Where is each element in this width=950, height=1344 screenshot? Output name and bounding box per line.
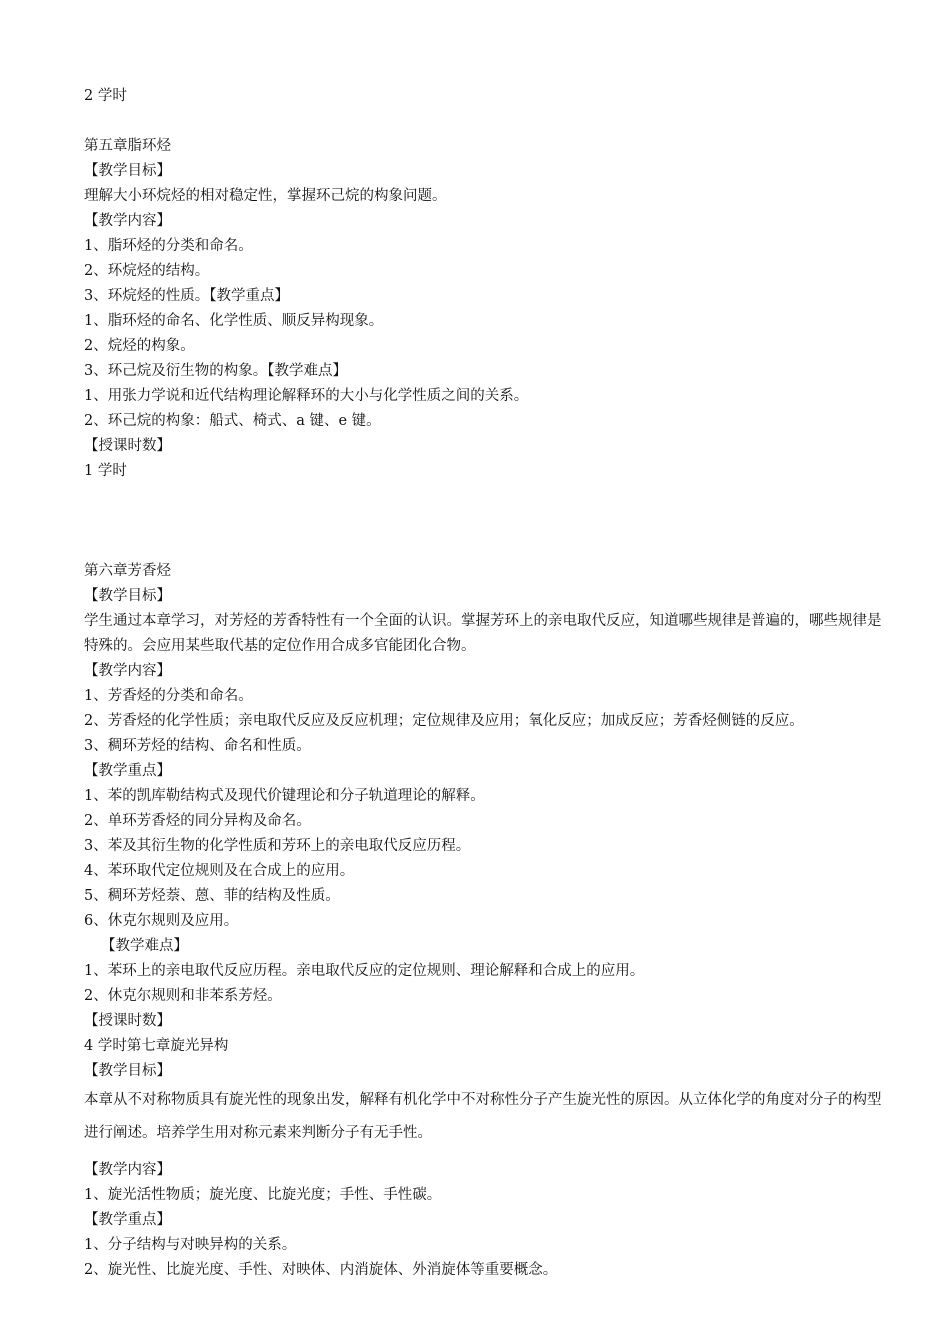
ch7-content-item-1: 1、旋光活性物质；旋光度、比旋光度；手性、手性碳。 — [84, 1187, 442, 1203]
ch5-content-item-2: 2、环烷烃的结构。 — [84, 263, 210, 279]
ch5-content-item-3: 3、环烷烃的性质。【教学重点】 — [84, 288, 289, 304]
ch7-key-heading: 【教学重点】 — [84, 1212, 171, 1228]
ch6-key-item-6: 6、休克尔规则及应用。 — [84, 913, 239, 929]
ch7-goal-heading: 【教学目标】 — [84, 1063, 171, 1079]
prev-chapter-hours: 2 学时 — [84, 88, 127, 104]
ch5-hours-heading: 【授课时数】 — [84, 438, 171, 454]
ch6-key-item-5: 5、稠环芳烃萘、蒽、菲的结构及性质。 — [84, 888, 340, 904]
ch7-key-item-2: 2、旋光性、比旋光度、手性、对映体、内消旋体、外消旋体等重要概念。 — [84, 1262, 558, 1278]
ch6-key-heading: 【教学重点】 — [84, 763, 171, 779]
ch5-content-heading: 【教学内容】 — [84, 213, 171, 229]
ch6-key-item-3: 3、苯及其衍生物的化学性质和芳环上的亲电取代反应历程。 — [84, 838, 471, 854]
ch6-hours-and-chapter-7-title: 4 学时第七章旋光异构 — [84, 1038, 229, 1054]
ch7-content-heading: 【教学内容】 — [84, 1162, 171, 1178]
ch6-goal-heading: 【教学目标】 — [84, 588, 171, 604]
ch6-content-item-3: 3、稠环芳烃的结构、命名和性质。 — [84, 738, 311, 754]
ch5-key-item-3: 3、环己烷及衍生物的构象。【教学难点】 — [84, 363, 347, 379]
ch6-goal-text: 学生通过本章学习，对芳烃的芳香特性有一个全面的认识。掌握芳环上的亲电取代反应，知道哪些规律是普遍的，哪些规律是特殊的。会应用某些取代基的定位作用合成多官能团化合物。 — [84, 613, 882, 654]
ch5-goal-heading: 【教学目标】 — [84, 163, 171, 179]
ch6-hours-heading: 【授课时数】 — [84, 1013, 171, 1029]
ch6-difficulty-heading: 【教学难点】 — [101, 938, 188, 954]
chapter-6-title: 第六章芳香烃 — [84, 563, 171, 579]
ch7-key-item-1: 1、分子结构与对映异构的关系。 — [84, 1237, 297, 1253]
ch5-key-item-2: 2、烷烃的构象。 — [84, 338, 195, 354]
ch6-difficulty-item-2: 2、休克尔规则和非苯系芳烃。 — [84, 988, 282, 1004]
ch5-difficulty-item-1: 1、用张力学说和近代结构理论解释环的大小与化学性质之间的关系。 — [84, 388, 529, 404]
document-page — [84, 84, 884, 1283]
ch7-goal-text: 本章从不对称物质具有旋光性的现象出发，解释有机化学中不对称性分子产生旋光性的原因。从立体化学的角度对分子的构型进行阐述。培养学生用对称元素来判断分子有无手性。 — [84, 1092, 882, 1141]
ch6-difficulty-item-1: 1、苯环上的亲电取代反应历程。亲电取代反应的定位规则、理论解释和合成上的应用。 — [84, 963, 645, 979]
ch5-key-item-1: 1、脂环烃的命名、化学性质、顺反异构现象。 — [84, 313, 384, 329]
ch5-difficulty-item-2: 2、环己烷的构象：船式、椅式、a 键、e 键。 — [84, 413, 381, 429]
ch6-content-item-1: 1、芳香烃的分类和命名。 — [84, 688, 253, 704]
ch5-hours: 1 学时 — [84, 463, 127, 479]
ch5-content-item-1: 1、脂环烃的分类和命名。 — [84, 238, 253, 254]
chapter-5-title: 第五章脂环烃 — [84, 138, 171, 154]
ch6-key-item-1: 1、苯的凯库勒结构式及现代价键理论和分子轨道理论的解释。 — [84, 788, 485, 804]
ch6-key-item-4: 4、苯环取代定位规则及在合成上的应用。 — [84, 863, 355, 879]
ch5-goal-text: 理解大小环烷烃的相对稳定性，掌握环己烷的构象问题。 — [84, 188, 447, 204]
ch6-content-heading: 【教学内容】 — [84, 663, 171, 679]
ch6-content-item-2: 2、芳香烃的化学性质；亲电取代反应及反应机理；定位规律及应用；氧化反应；加成反应；芳香烃侧链的反应。 — [84, 713, 804, 729]
ch6-key-item-2: 2、单环芳香烃的同分异构及命名。 — [84, 813, 311, 829]
